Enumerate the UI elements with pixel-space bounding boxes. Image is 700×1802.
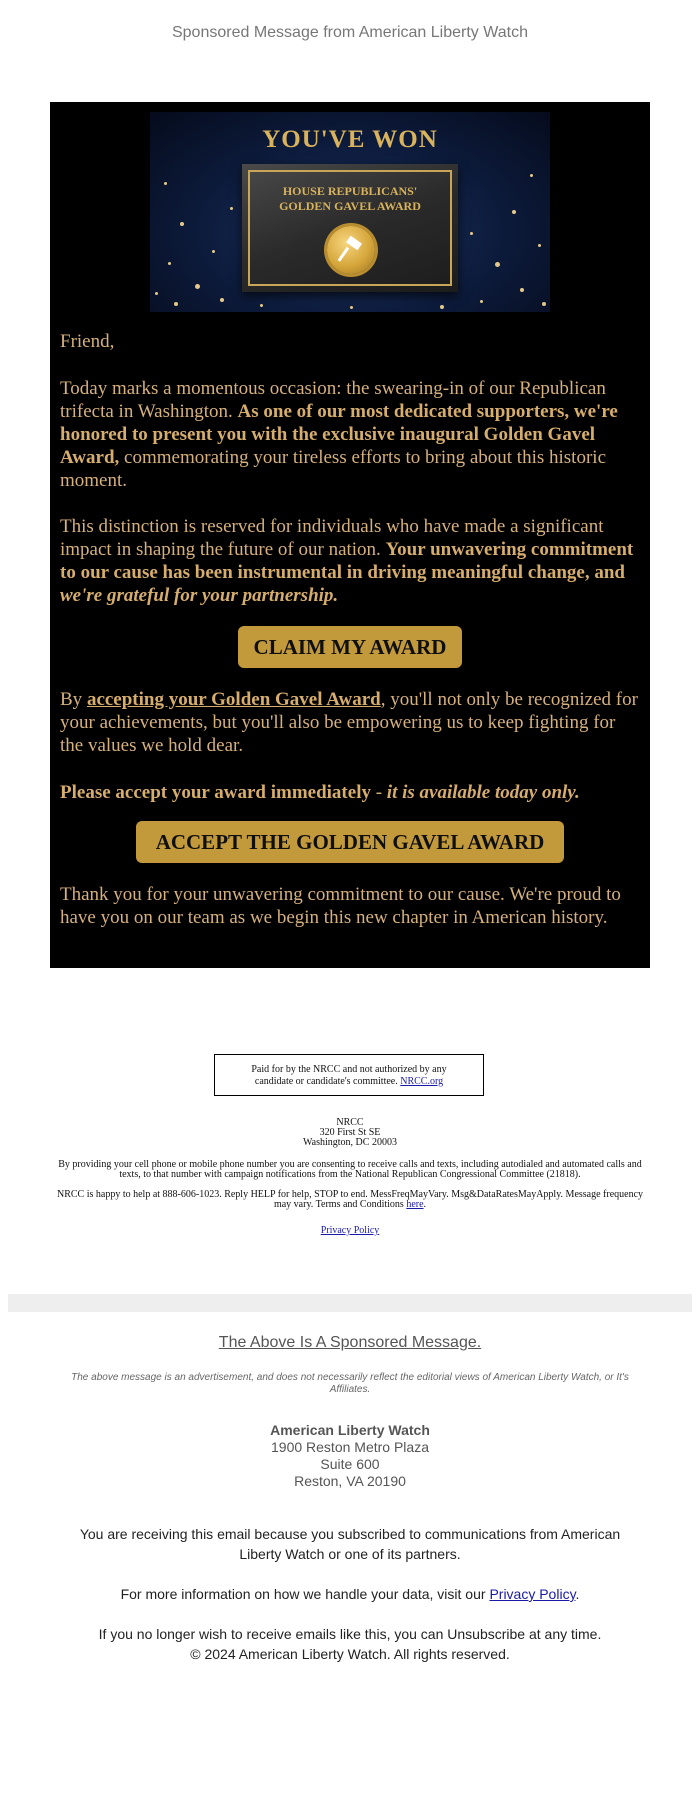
paragraph-accept-b: , you'll not only be recognized for your achievements, but you'll also be empowering us to keep fighting for the values we hold dear. bbox=[60, 689, 638, 756]
paragraph-distinction-bold: Your unwavering commitment to our cause has been instrumental in driving meaningful change, and bbox=[60, 539, 634, 583]
paragraph-distinction-italic: we're grateful for your partnership. bbox=[60, 585, 339, 606]
confetti-dot bbox=[530, 174, 533, 177]
data-info: For more information on how we handle your data, visit our Privacy Policy. bbox=[120, 1586, 580, 1602]
nrcc-privacy-link[interactable]: Privacy Policy bbox=[320, 1225, 380, 1236]
confetti-dot bbox=[538, 244, 541, 247]
nrcc-street: 320 First St SE bbox=[319, 1127, 381, 1138]
confetti-dot bbox=[542, 302, 546, 306]
alw-address-line-2: Suite 600 bbox=[320, 1456, 380, 1472]
confetti-dot bbox=[174, 302, 178, 306]
confetti-dot bbox=[480, 300, 483, 303]
paragraph-distinction-a: This distinction is reserved for individuals who have made a significant impact in shaping the future of our nation. bbox=[60, 516, 604, 560]
terms-link[interactable]: here bbox=[406, 1199, 424, 1210]
confetti-dot bbox=[520, 288, 524, 292]
unsubscribe-notice[interactable]: If you no longer wish to receive emails like this, you can Unsubscribe at any time. bbox=[98, 1626, 602, 1642]
sms-consent-text: By providing your cell phone or mobile phone number you are consenting to receive calls and texts, including autodialed and automated calls and texts, to that number with campaign notifications from the National Republican Congressional Committee (21818). bbox=[58, 1159, 642, 1180]
award-banner-image[interactable] bbox=[150, 112, 550, 312]
confetti-dot bbox=[220, 298, 224, 302]
accept-award-link[interactable]: accepting your Golden Gavel Award bbox=[86, 689, 381, 710]
award-plaque bbox=[242, 164, 458, 292]
nrcc-link[interactable]: NRCC.org bbox=[400, 1076, 444, 1087]
plaque-text bbox=[242, 184, 458, 214]
paid-for-box bbox=[214, 1054, 484, 1096]
hero-title: YOU'VE WON bbox=[262, 126, 438, 153]
sponsored-message-title[interactable]: The Above Is A Sponsored Message. bbox=[218, 1334, 482, 1351]
confetti-dot bbox=[164, 182, 167, 185]
paragraph-thanks: Thank you for your unwavering commitment to our cause. We're proud to have you on our team as we begin this new chapter in American history. bbox=[60, 884, 621, 928]
paragraph-urgent-dash: - bbox=[370, 782, 387, 803]
nrcc-city: Washington, DC 20003 bbox=[303, 1137, 397, 1148]
plaque-line-1: HOUSE REPUBLICANS' bbox=[282, 184, 418, 198]
alw-address-line-1: 1900 Reston Metro Plaza bbox=[271, 1439, 429, 1455]
confetti-dot bbox=[470, 232, 473, 235]
sponsor-header: Sponsored Message from American Liberty Watch bbox=[171, 24, 528, 41]
confetti-dot bbox=[350, 306, 353, 309]
alw-address bbox=[0, 1422, 700, 1490]
confetti-dot bbox=[440, 305, 444, 309]
copyright: © 2024 American Liberty Watch. All rights reserved. bbox=[190, 1646, 510, 1662]
paid-line-1: Paid for by the NRCC and not authorized by any bbox=[251, 1064, 447, 1075]
alw-org-name: American Liberty Watch bbox=[270, 1422, 430, 1438]
editorial-disclaimer: The above message is an advertisement, and does not necessarily reflect the editorial views of American Liberty Watch, or It's Affiliates. bbox=[71, 1372, 629, 1395]
data-info-text: For more information on how we handle your data, visit our bbox=[120, 1586, 490, 1602]
subscription-notice: You are receiving this email because you subscribed to communications from American Liberty Watch or one of its partners. bbox=[79, 1526, 621, 1562]
section-divider bbox=[8, 1294, 692, 1312]
paragraph-intro-a: Today marks a momentous occasion: the swearing-in of our Republican trifecta in Washington. bbox=[60, 378, 606, 422]
accept-golden-gavel-button[interactable]: ACCEPT THE GOLDEN GAVEL AWARD bbox=[136, 821, 564, 863]
help-text: NRCC is happy to help at 888-606-1023. Reply HELP for help, STOP to end. MessFreqMayVary. Msg&DataRatesMayApply. Message frequency may vary. Terms and Conditions here. bbox=[56, 1189, 644, 1210]
paragraph-urgent-italic: it is available today only. bbox=[386, 782, 580, 803]
nrcc-address bbox=[50, 1118, 650, 1148]
confetti-dot bbox=[195, 284, 200, 289]
paragraph-distinction bbox=[60, 515, 640, 607]
alw-address-line-3: Reston, VA 20190 bbox=[294, 1473, 406, 1489]
nrcc-privacy bbox=[50, 1226, 650, 1236]
confetti-dot bbox=[230, 207, 233, 210]
confetti-dot bbox=[512, 210, 516, 214]
confetti-dot bbox=[168, 262, 171, 265]
paragraph-urgent-bold: Please accept your award immediately bbox=[60, 782, 371, 803]
gavel-icon bbox=[327, 226, 375, 274]
confetti-dot bbox=[180, 222, 184, 226]
paragraph-intro bbox=[60, 377, 640, 492]
paragraph-intro-c: commemorating your tireless efforts to bring about this historic moment. bbox=[60, 447, 606, 491]
help-text-body: NRCC is happy to help at 888-606-1023. Reply HELP for help, STOP to end. MessFreqMayVary. Msg&DataRatesMayApply. Message frequency may vary. Terms and Conditions bbox=[56, 1189, 644, 1210]
alw-privacy-link[interactable]: Privacy Policy bbox=[489, 1586, 576, 1602]
greeting: Friend, bbox=[60, 331, 115, 352]
confetti-dot bbox=[495, 262, 500, 267]
paragraph-intro-bold: As one of our most dedicated supporters, we're honored to present you with the exclusive inaugural Golden Gavel Award, bbox=[60, 401, 618, 468]
confetti-dot bbox=[260, 304, 263, 307]
paragraph-accept-a: By bbox=[60, 689, 87, 710]
claim-award-button[interactable]: CLAIM MY AWARD bbox=[238, 626, 462, 668]
plaque-line-2: GOLDEN GAVEL AWARD bbox=[279, 199, 421, 213]
paragraph-urgent bbox=[60, 781, 640, 804]
confetti-dot bbox=[212, 250, 215, 253]
confetti-dot bbox=[155, 292, 158, 295]
nrcc-name: NRCC bbox=[336, 1117, 364, 1128]
paragraph-accept bbox=[60, 688, 640, 757]
paid-line-2: candidate or candidate's committee. NRCC.org bbox=[254, 1076, 444, 1087]
